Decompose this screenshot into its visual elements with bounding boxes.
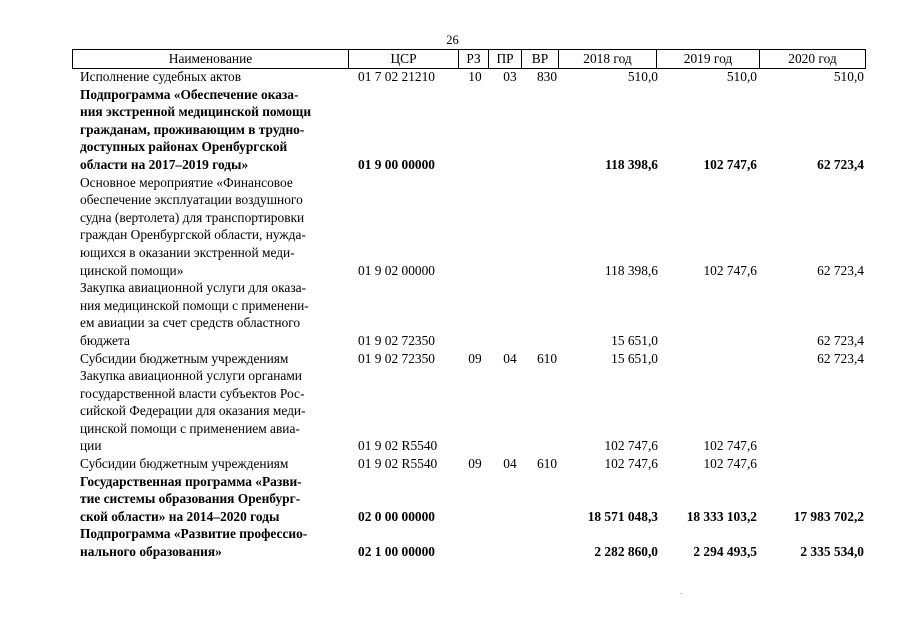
page-number: 26	[446, 33, 459, 47]
row-vr: 830	[536, 69, 558, 84]
row-csr: 01 9 00 00000	[358, 156, 435, 172]
row-name: Подпрограмма «Обеспечение оказа- ния экстренной медицинской помощи гражданам, проживающим в трудно- доступных районах Оренбургской области на 2017–2019 годы»	[80, 86, 312, 172]
row-value-2019: 102 747,6	[703, 262, 757, 278]
row-name: Закупка авиационной услуги для оказа- ния медицинской помощи с применени- ем авиации за счет средств областного бюджета	[80, 280, 309, 348]
row-csr: 01 9 02 R5540	[358, 438, 438, 454]
row-csr: 01 7 02 21210	[358, 69, 435, 84]
row-name: Исполнение судебных актов	[80, 69, 242, 84]
header-vr: ВР	[521, 50, 558, 68]
header-name: Наименование	[72, 50, 348, 68]
row-value-2019: 510,0	[726, 69, 757, 84]
row-value-2018: 102 747,6	[604, 456, 658, 472]
row-value-2018: 510,0	[627, 69, 658, 84]
header-2020: 2020 год	[759, 50, 866, 68]
row-value-2020: 62 723,4	[817, 332, 864, 348]
row-value-2020: 62 723,4	[817, 350, 864, 366]
row-pr: 04	[503, 456, 517, 472]
table-row	[0, 525, 905, 560]
table-row	[0, 367, 905, 455]
row-value-2018: 15 651,0	[611, 350, 658, 366]
table-row	[0, 455, 905, 473]
row-name: Государственная программа «Разви- тие системы образования Оренбург- ской области» на 2014–2020 годы	[80, 473, 302, 524]
row-name: Субсидии бюджетным учреждениям	[80, 350, 289, 366]
header-pr: ПР	[488, 50, 521, 68]
row-csr: 01 9 02 72350	[358, 332, 435, 348]
row-csr: 01 9 02 R5540	[358, 456, 438, 472]
table-row	[0, 473, 905, 526]
row-value-2019: 2 294 493,5	[693, 544, 757, 560]
row-name: Закупка авиационной услуги органами государственной власти субъектов Рос- сийской Федерации для оказания меди- цинской помощи с применением авиа- ции	[80, 368, 306, 454]
table-row	[0, 174, 905, 280]
row-value-2018: 2 282 860,0	[594, 544, 658, 560]
row-value-2019: 102 747,6	[703, 156, 757, 172]
row-value-2019: 102 747,6	[703, 456, 757, 472]
table-row	[0, 86, 905, 174]
row-name: Подпрограмма «Развитие профессио- нального образования»	[80, 526, 308, 560]
row-value-2019: 102 747,6	[703, 438, 757, 454]
row-value-2020: 17 983 702,2	[793, 508, 864, 524]
header-rz: РЗ	[458, 50, 488, 68]
row-value-2020: 62 723,4	[817, 156, 864, 172]
header-csr: ЦСР	[348, 50, 458, 68]
row-name: Основное мероприятие «Финансовое обеспечение эксплуатации воздушного судна (вертолета) для транспортировки граждан Оренбургской области, нужда- ющихся в оказании экстренной меди- цинской помощи»	[80, 174, 306, 278]
row-name: Субсидии бюджетным учреждениям	[80, 456, 289, 472]
row-rz: 09	[468, 456, 482, 472]
header-2018: 2018 год	[558, 50, 656, 68]
table-row	[0, 279, 905, 349]
row-csr: 02 0 00 00000	[358, 508, 435, 524]
row-rz: 10	[468, 69, 482, 84]
header-2019: 2019 год	[656, 50, 759, 68]
row-value-2020: 2 335 534,0	[800, 544, 864, 560]
row-value-2020: 510,0	[833, 69, 864, 84]
table-row	[0, 68, 905, 86]
row-pr: 03	[503, 69, 517, 84]
row-pr: 04	[503, 350, 517, 366]
row-rz: 09	[468, 350, 482, 366]
table-row	[0, 350, 905, 368]
row-value-2018: 102 747,6	[604, 438, 658, 454]
row-vr: 610	[536, 350, 558, 366]
scan-speck	[680, 593, 682, 594]
table-header	[72, 49, 866, 69]
row-value-2018: 118 398,6	[604, 262, 658, 278]
row-csr: 02 1 00 00000	[358, 544, 435, 560]
row-value-2020: 62 723,4	[817, 262, 864, 278]
table-body	[0, 68, 905, 561]
row-csr: 01 9 02 72350	[358, 350, 435, 366]
row-value-2019: 18 333 103,2	[686, 508, 757, 524]
row-value-2018: 118 398,6	[605, 156, 658, 172]
row-csr: 01 9 02 00000	[358, 262, 435, 278]
row-vr: 610	[536, 456, 558, 472]
row-value-2018: 15 651,0	[611, 332, 658, 348]
row-value-2018: 18 571 048,3	[587, 508, 658, 524]
